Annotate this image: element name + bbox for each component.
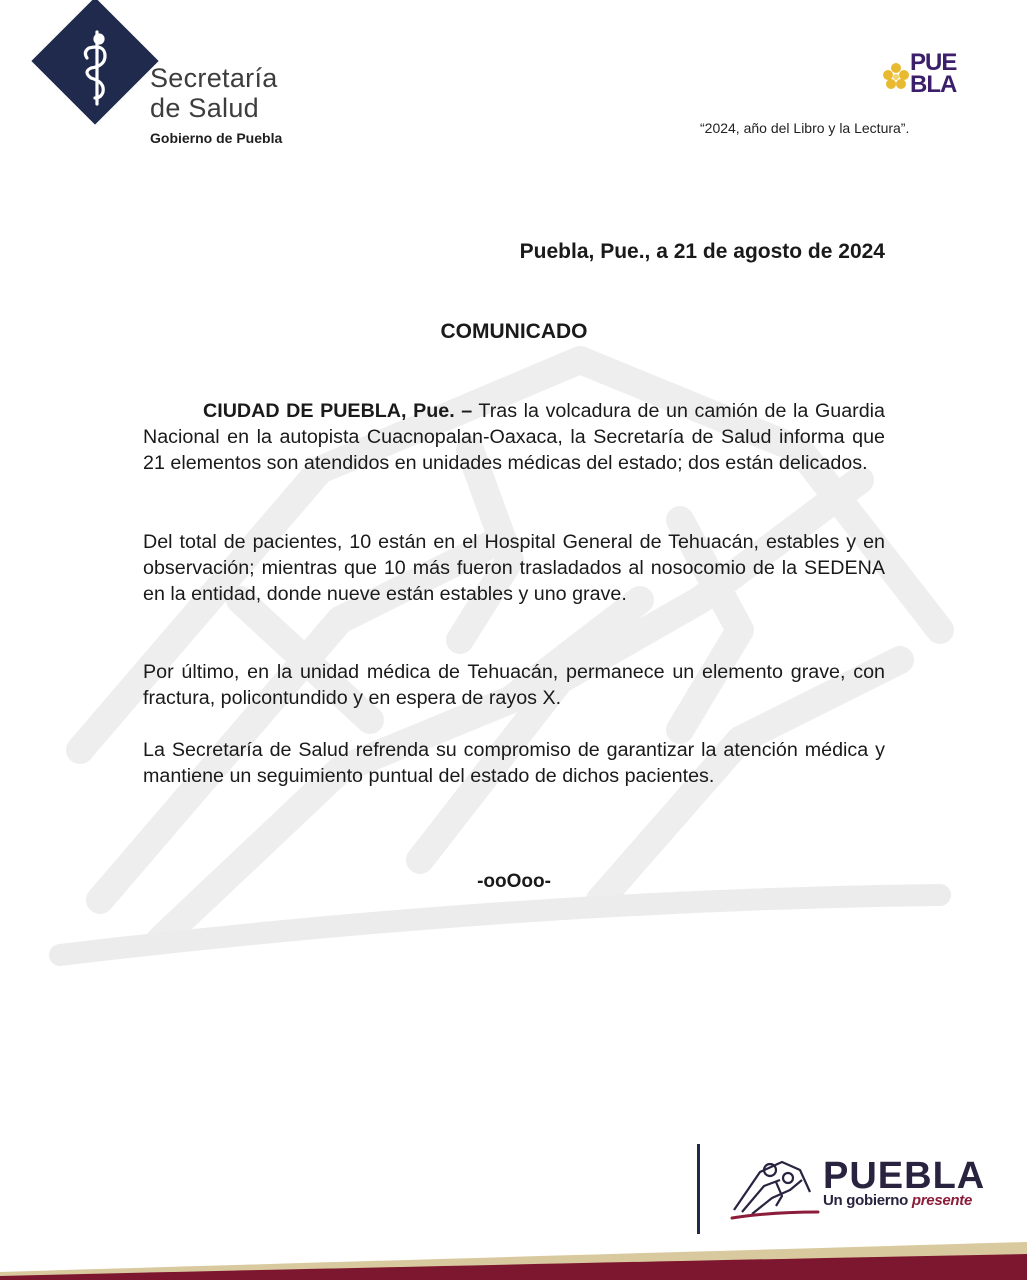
slogan-emphasis: presente [911,1192,973,1209]
footer-logo [730,1150,990,1230]
puebla-mini-logo [882,49,972,104]
year-motto: “2024, año del Libro y la Lectura”. [700,120,910,136]
paragraph-3: Por último, en la unidad médica de Tehuacán, permanece un elemento grave, con fractura, policontundido y en espera de rayos X. [143,661,885,709]
secretaria-de-salud-logo [22,8,322,158]
paragraph-4: La Secretaría de Salud refrenda su compromiso de garantizar la atención médica y mantiene un seguimiento puntual del estado de dichos pacientes. [143,739,885,787]
document-title: COMUNICADO [440,320,588,343]
puebla-year-logo [690,50,990,145]
puebla-mini-bottom: BLA [910,71,957,98]
org-name-line2: de Salud [150,93,259,123]
bottom-band [0,1240,1027,1280]
closing-mark: -ooOoo- [477,871,551,892]
place-date: Puebla, Pue., a 21 de agosto de 2024 [519,240,885,263]
footer-divider [697,1144,700,1234]
footer-slogan [823,1192,972,1209]
paragraph-2: Del total de pacientes, 10 están en el Hospital General de Tehuacán, estables y en observación; mientras que 10 más fueron trasladados al nosocomio de la SEDENA en la entidad, donde nueve están estables y uno grave. [143,531,885,605]
org-name [150,63,278,123]
dateline-lead: CIUDAD DE PUEBLA, Pue. – [203,400,473,422]
paragraph-1 [143,398,885,476]
puebla-mini-top: PUE [910,49,957,76]
puebla-emblem-icon [730,1152,820,1222]
paragraph-1-text: Tras la volcadura de un camión de la Guardia Nacional en la autopista Cuacnopalan-Oaxaca, la Secretaría de Salud informa que 21 elementos son atendidos en unidades médicas del estado; dos están delicados. [143,400,885,474]
slogan-plain: Un gobierno [823,1192,909,1209]
footer-brand: PUEBLA [823,1155,986,1197]
puebla-mini-text [910,49,957,98]
caduceus-icon [65,22,129,112]
flower-icon [882,62,910,92]
org-subtitle: Gobierno de Puebla [150,130,283,146]
org-name-line1: Secretaría [150,63,278,93]
